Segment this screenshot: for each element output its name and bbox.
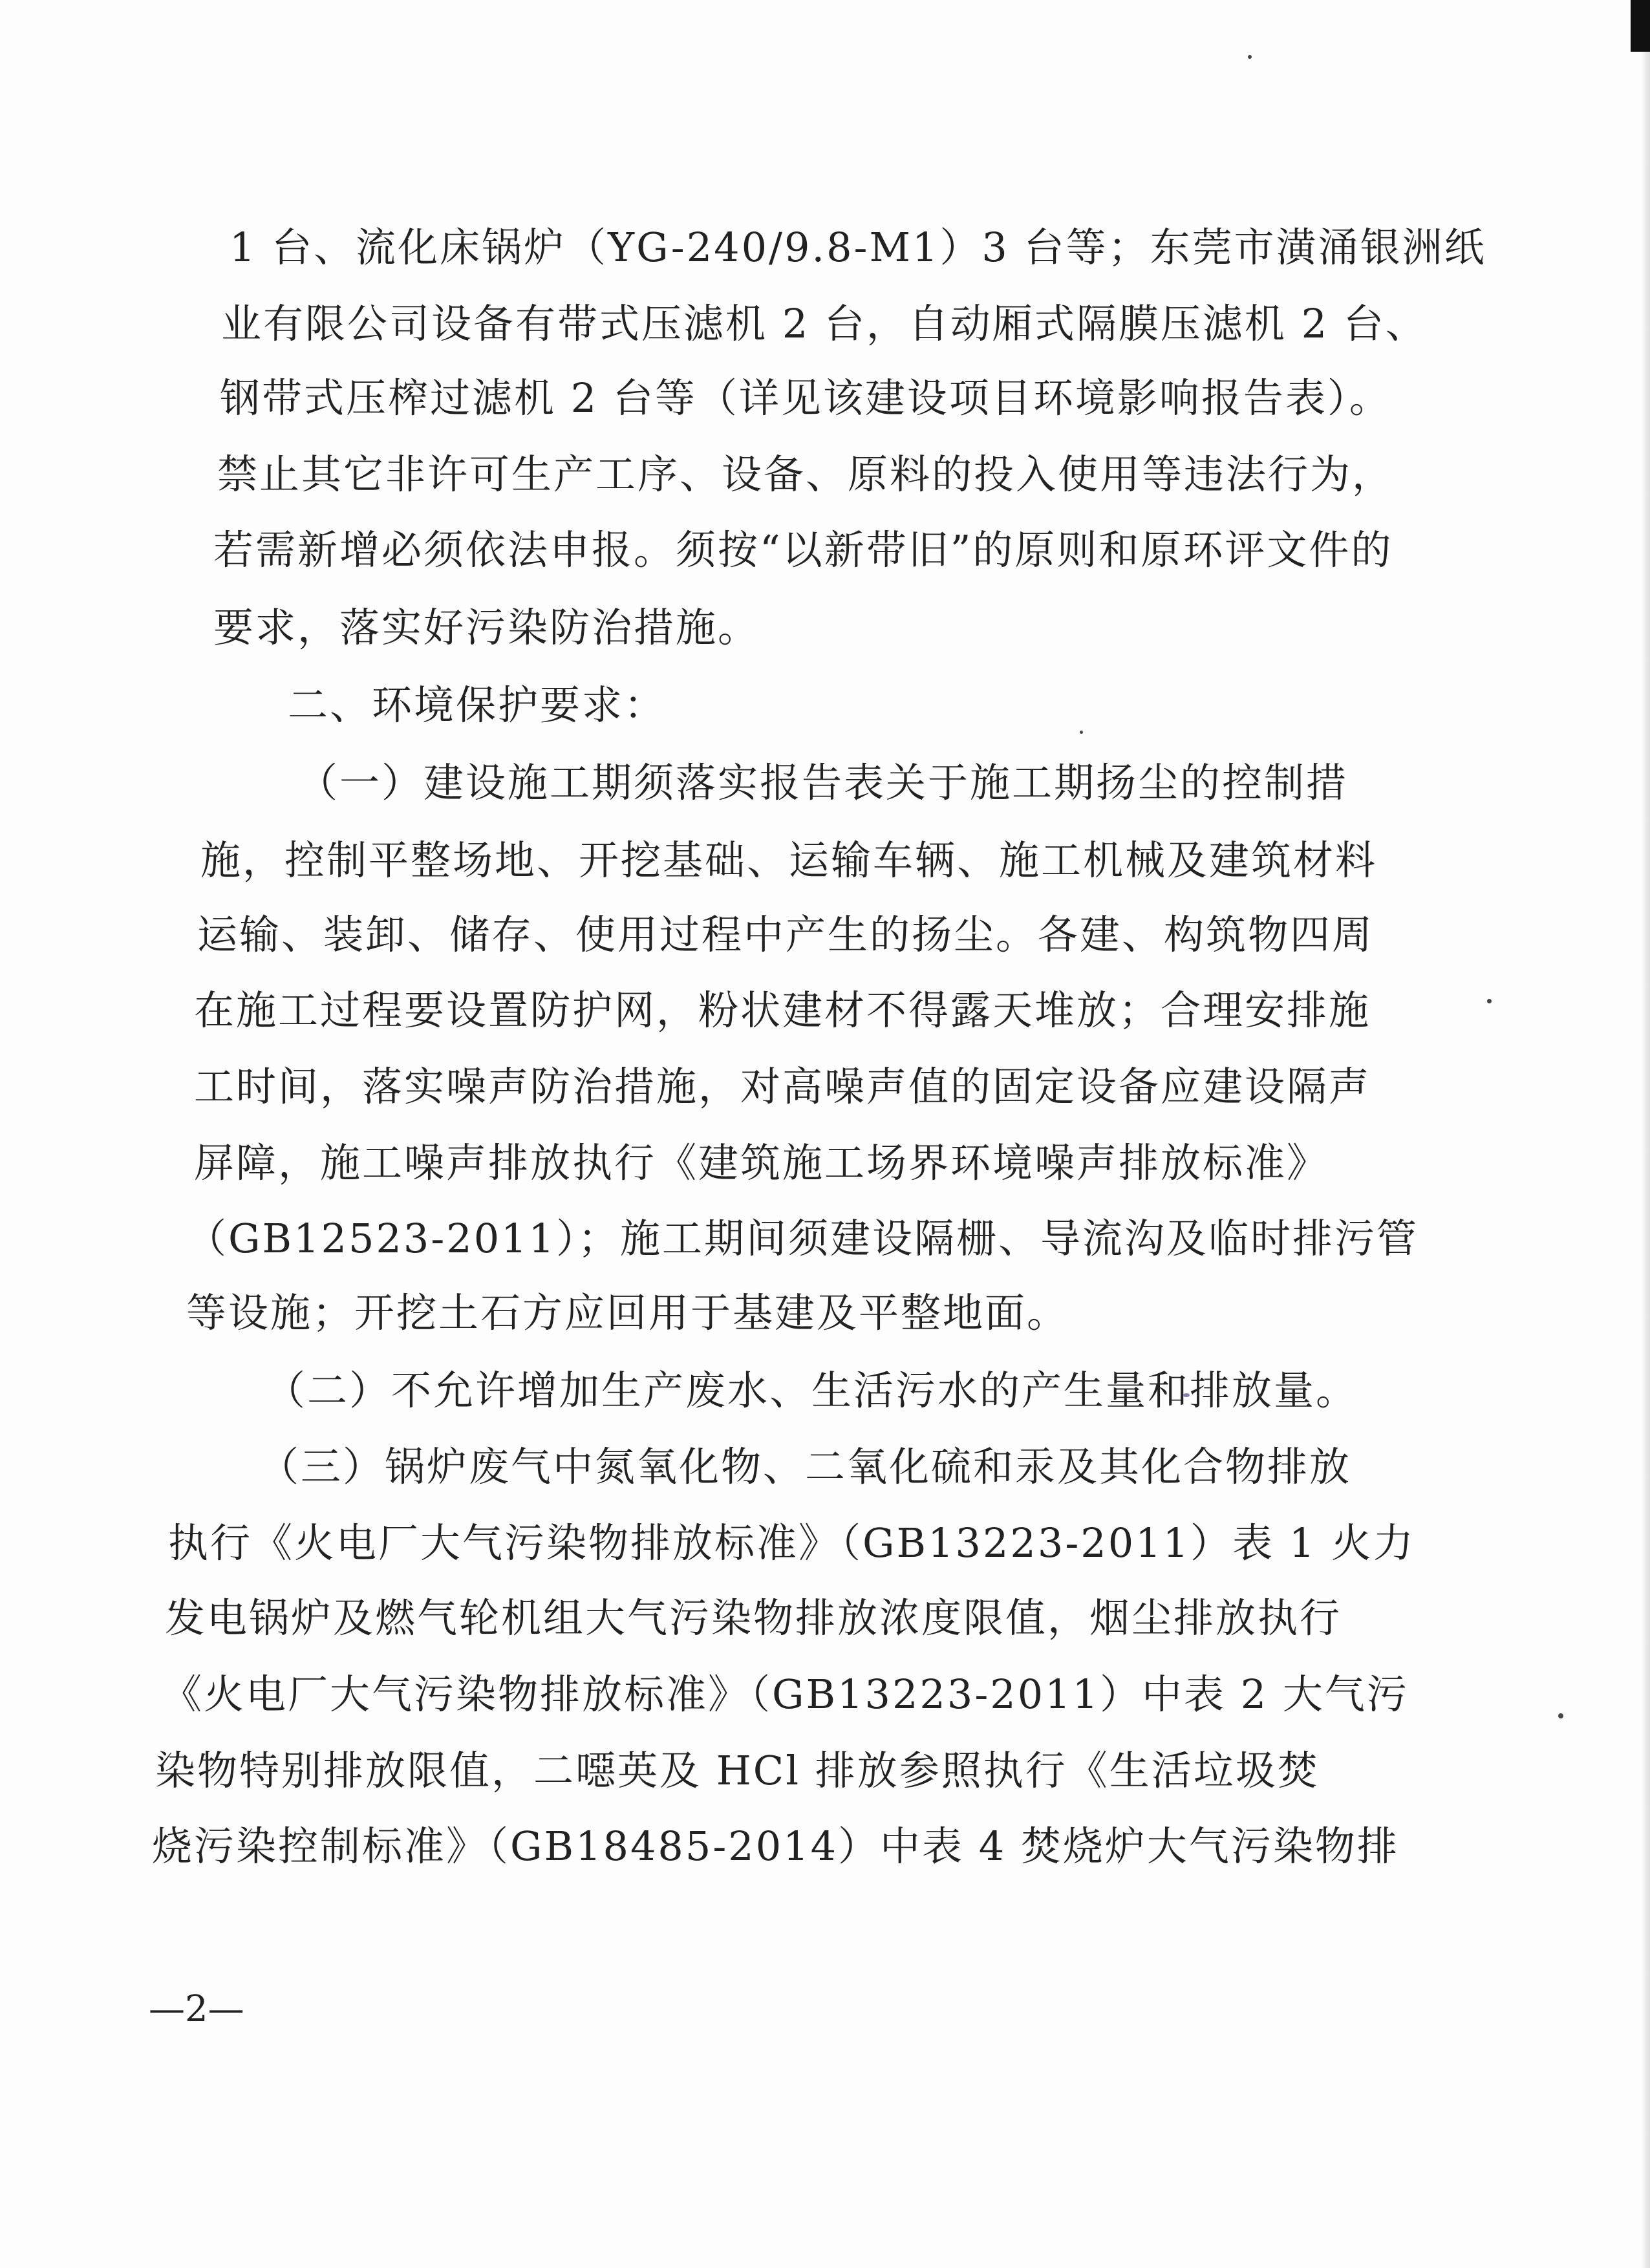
- text-line: （一）建设施工期须落实报告表关于施工期扬尘的控制措: [297, 759, 1349, 806]
- scan-edge-shadow: [1631, 0, 1650, 52]
- scan-edge-gradient: [1641, 52, 1650, 2268]
- text-line: 等设施；开挖土石方应回用于基建及平整地面。: [186, 1289, 1069, 1336]
- text-line: 染物特别排放限值，二噁英及 HCl 排放参照执行《生活垃圾焚: [155, 1747, 1320, 1794]
- text-line: 烧污染控制标准》（GB18485-2014）中表 4 焚烧炉大气污染物排: [152, 1823, 1399, 1870]
- text-line: （三）锅炉废气中氮氧化物、二氧化硫和汞及其化合物排放: [259, 1443, 1352, 1490]
- text-line: 在施工过程要设置防护网，粉状建材不得露天堆放；合理安排施: [194, 987, 1371, 1034]
- text-line: 执行《火电厂大气污染物排放标准》（GB13223-2011）表 1 火力: [168, 1519, 1415, 1567]
- scan-speck: [1080, 731, 1083, 734]
- section-heading: 二、环境保护要求：: [288, 681, 667, 729]
- text-line: 业有限公司设备有带式压滤机 2 台，自动厢式隔膜压滤机 2 台、: [221, 300, 1428, 347]
- scan-speck: [1487, 999, 1492, 1003]
- text-line: 钢带式压榨过滤机 2 台等（详见该建设项目环境影响报告表）。: [220, 374, 1391, 422]
- text-line: 1 台、流化床锅炉（YG-240/9.8-M1）3 台等；东莞市潢涌银洲纸: [230, 224, 1486, 271]
- scan-speck: [1248, 55, 1252, 59]
- text-line: 工时间，落实噪声防治措施，对高噪声值的固定设备应建设隔声: [194, 1063, 1371, 1110]
- text-line: （GB12523-2011）；施工期间须建设隔栅、导流沟及临时排污管: [186, 1215, 1419, 1262]
- text-line: 若需新增必须依法申报。须按“以新带旧”的原则和原环评文件的: [213, 526, 1393, 573]
- text-line: 发电锅炉及燃气轮机组大气污染物排放浓度限值，烟尘排放执行: [165, 1594, 1342, 1642]
- text-line: 《火电厂大气污染物排放标准》（GB13223-2011）中表 2 大气污: [162, 1671, 1409, 1718]
- text-line: （二）不允许增加生产废水、生活污水的产生量和排放量。: [265, 1367, 1358, 1414]
- text-line: 屏障，施工噪声排放执行《建筑施工场界环境噪声排放标准》: [194, 1139, 1329, 1186]
- page-number: —2—: [149, 1988, 244, 2030]
- text-line: 施，控制平整场地、开挖基础、运输车辆、施工机械及建筑材料: [200, 837, 1378, 884]
- text-line: 禁止其它非许可生产工序、设备、原料的投入使用等违法行为，: [217, 451, 1395, 498]
- text-line: 运输、装卸、储存、使用过程中产生的扬尘。各建、构筑物四周: [197, 911, 1375, 958]
- text-line: 要求，落实好污染防治措施。: [213, 604, 760, 651]
- scan-speck: [1558, 1713, 1563, 1718]
